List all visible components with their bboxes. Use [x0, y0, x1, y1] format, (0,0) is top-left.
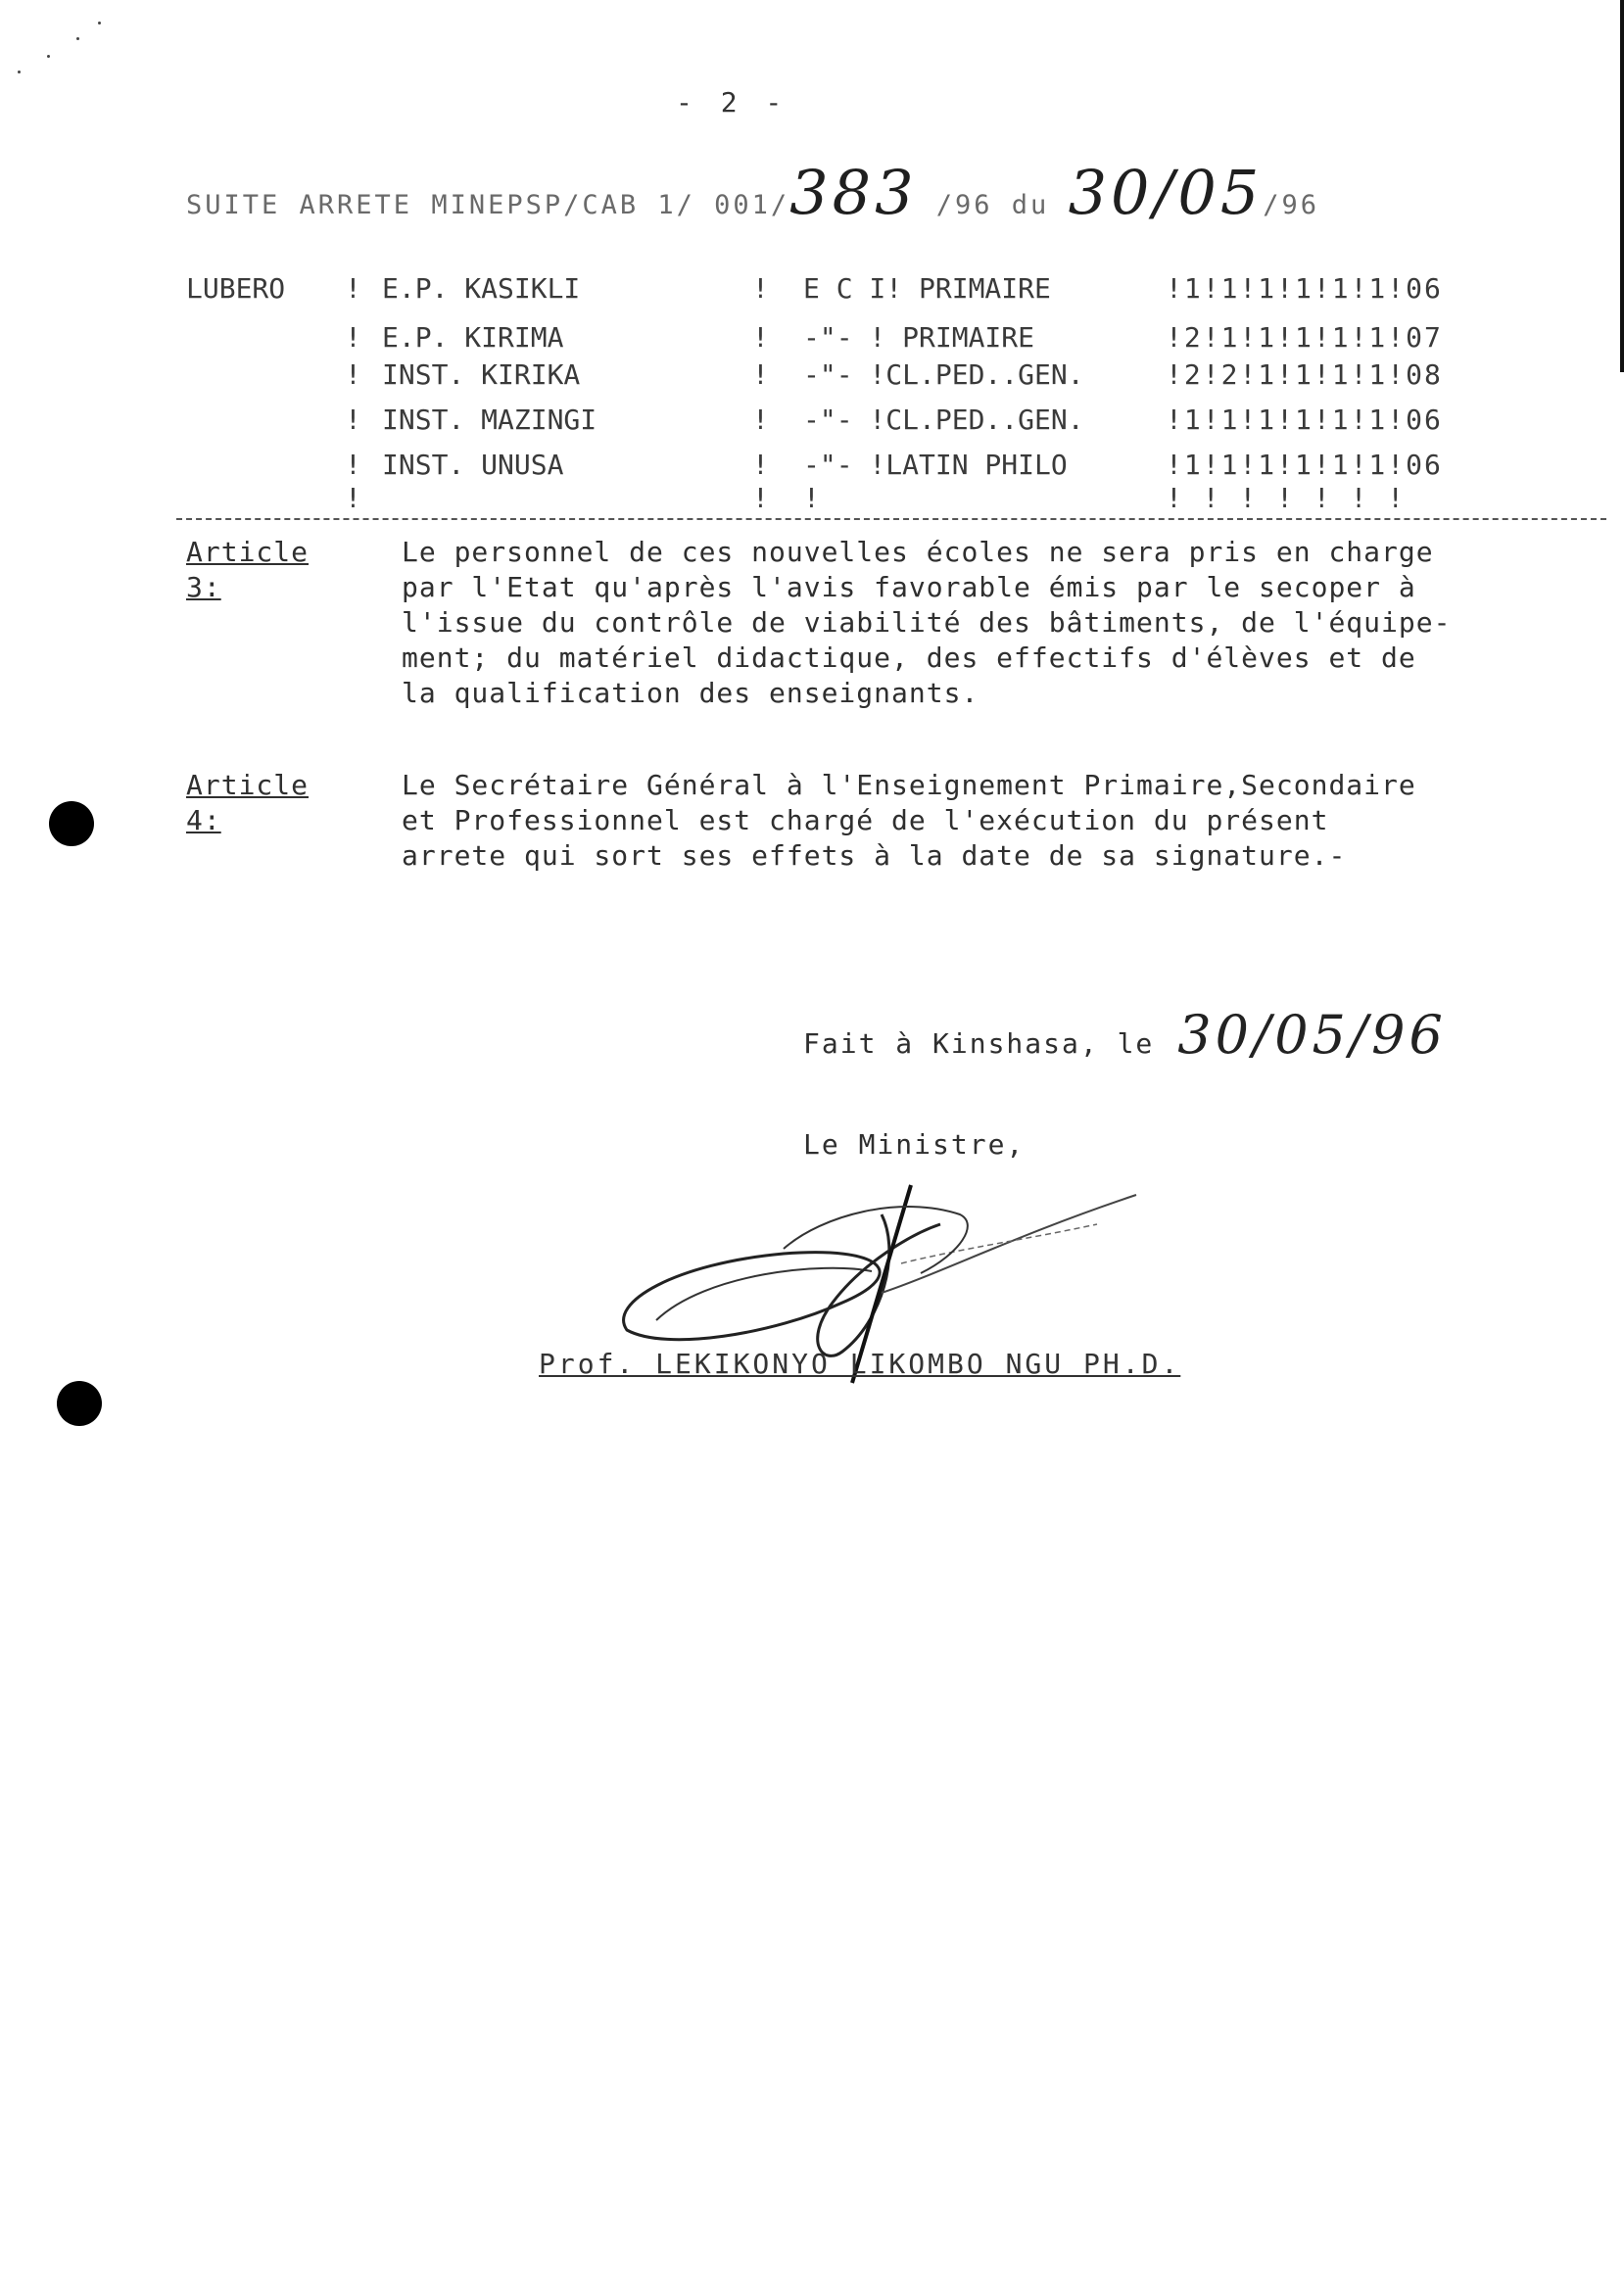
- reference-date: 30/05: [1068, 157, 1264, 228]
- article-line: Le personnel de ces nouvelles écoles ne sera pris en charge: [402, 536, 1434, 568]
- place-and-date: [803, 1004, 1447, 1066]
- separator-cell: !: [345, 404, 361, 436]
- grades-cell: !2!2!1!1!1!1!08: [1166, 358, 1443, 391]
- signed-date: 30/05/96: [1177, 1004, 1447, 1066]
- grades-cell: !1!1!1!1!1!1!06: [1166, 272, 1443, 305]
- separator-cell: !: [752, 404, 769, 436]
- article-line: ment; du matériel didactique, des effectifs d'élèves et de: [402, 642, 1416, 674]
- reference-suffix: /96: [1263, 190, 1320, 220]
- separator-cell: !: [752, 358, 769, 391]
- punch-hole: [57, 1381, 102, 1426]
- scan-edge-mark: [1620, 0, 1624, 372]
- separator-cell: !: [345, 449, 361, 481]
- article-line: l'issue du contrôle de viabilité des bâtiments, de l'équipe-: [402, 606, 1452, 639]
- separator-cell: !: [752, 272, 769, 305]
- article-3-label: Article 3:: [186, 536, 310, 603]
- table-row: [186, 272, 1577, 311]
- separator-cell: !: [345, 482, 361, 514]
- school-cell: INST. KIRIKA: [382, 358, 581, 391]
- table-row: [186, 321, 1577, 360]
- grades-cell: !1!1!1!1!1!1!06: [1166, 449, 1443, 481]
- grades-cell: ! ! ! ! ! ! !: [1166, 482, 1407, 514]
- page-number: - 2 -: [676, 86, 788, 119]
- article-line: par l'Etat qu'après l'avis favorable émis par le secoper à: [402, 571, 1416, 603]
- signatory-name: Prof. LEKIKONYO LIKOMBO NGU PH.D.: [539, 1348, 1181, 1380]
- scan-speck: [18, 71, 21, 73]
- reference-prefix: SUITE ARRETE MINEPSP/CAB 1/ 001/: [186, 190, 790, 220]
- minister-title: Le Ministre,: [803, 1128, 1026, 1161]
- type-cell: -"- ! PRIMAIRE: [803, 321, 1035, 354]
- type-cell: -"- !CL.PED..GEN.: [803, 358, 1084, 391]
- type-cell: -"- !LATIN PHILO: [803, 449, 1068, 481]
- reference-mid: /96 du: [935, 190, 1050, 220]
- school-cell: E.P. KIRIMA: [382, 321, 564, 354]
- article-line: arrete qui sort ses effets à la date de sa signature.-: [402, 839, 1347, 872]
- article-line: la qualification des enseignants.: [402, 677, 979, 709]
- school-cell: INST. MAZINGI: [382, 404, 597, 436]
- scan-speck: [47, 55, 50, 58]
- grades-cell: !2!1!1!1!1!1!07: [1166, 321, 1443, 354]
- separator-cell: !: [752, 449, 769, 481]
- separator-cell: !: [752, 321, 769, 354]
- separator-cell: !: [345, 321, 361, 354]
- school-cell: E.P. KASIKLI: [382, 272, 581, 305]
- separator-cell: !: [345, 272, 361, 305]
- school-cell: INST. UNUSA: [382, 449, 564, 481]
- separator-cell: !: [345, 358, 361, 391]
- scan-speck: [76, 37, 79, 40]
- type-cell: E C I! PRIMAIRE: [803, 272, 1051, 305]
- separator-cell: !: [752, 482, 769, 514]
- table-row: [186, 482, 1577, 521]
- punch-hole: [49, 801, 94, 846]
- table-bottom-rule: [176, 518, 1606, 520]
- grades-cell: !1!1!1!1!1!1!06: [1166, 404, 1443, 436]
- article-line: Le Secrétaire Général à l'Enseignement Primaire,Secondaire: [402, 769, 1416, 801]
- signed-at-text: Fait à Kinshasa, le: [803, 1027, 1155, 1060]
- type-cell: !: [803, 482, 820, 514]
- reference-number: 383: [789, 157, 918, 228]
- decree-reference: [186, 157, 1319, 228]
- table-row: [186, 404, 1577, 443]
- article-3-body: [402, 535, 1587, 711]
- scan-speck: [98, 22, 101, 24]
- article-line: et Professionnel est chargé de l'exécution du présent: [402, 804, 1329, 836]
- table-row: [186, 358, 1577, 398]
- zone-cell: LUBERO: [186, 272, 286, 305]
- type-cell: -"- !CL.PED..GEN.: [803, 404, 1084, 436]
- article-4-label: Article 4:: [186, 769, 310, 836]
- article-4-body: [402, 768, 1587, 874]
